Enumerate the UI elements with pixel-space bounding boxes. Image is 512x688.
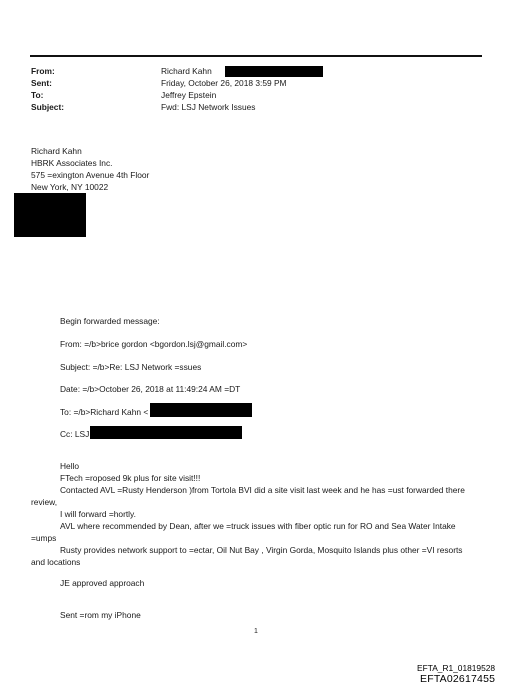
body-line: FTech =roposed 9k plus for site visit!!! [60, 473, 201, 483]
body-line: I will forward =hortly. [60, 509, 136, 519]
forwarded-date: Date: =/b>October 26, 2018 at 11:49:24 AM =DT [60, 384, 241, 394]
forwarded-intro: Begin forwarded message: [60, 316, 160, 326]
page-number: 1 [254, 628, 258, 635]
redaction-block [150, 403, 252, 417]
signature-name: Richard Kahn [31, 146, 82, 156]
body-line: and locations [31, 557, 81, 567]
subject-value: Fwd: LSJ Network Issues [161, 102, 256, 112]
body-line: Contacted AVL =Rusty Henderson )from Tortola BVI did a site visit last week and he has =ust forwarded there [60, 485, 465, 495]
footer-bates-number: EFTA02617455 [420, 673, 496, 685]
forwarded-from: From: =/b>brice gordon <bgordon.lsj@gmail.com> [60, 339, 248, 349]
to-label: To: [31, 90, 44, 100]
sent-label: Sent: [31, 78, 52, 88]
redaction-block [90, 426, 242, 439]
signature-address: 575 =exington Avenue 4th Floor [31, 170, 150, 180]
signature-city: New York, NY 10022 [31, 182, 109, 192]
body-line: Sent =rom my iPhone [60, 610, 141, 620]
body-line: Hello [60, 461, 80, 471]
subject-label: Subject: [31, 102, 65, 112]
forwarded-subject: Subject: =/b>Re: LSJ Network =ssues [60, 362, 202, 372]
body-line: Rusty provides network support to =ectar, Oil Nut Bay , Virgin Gorda, Mosquito Islands plus other =VI resorts [60, 545, 463, 555]
body-line: AVL where recommended by Dean, after we =truck issues with fiber optic run for RO and Sea Water Intake [60, 521, 456, 531]
header-rule [30, 55, 482, 57]
forwarded-cc: Cc: LSJ [60, 429, 90, 439]
forwarded-to: To: =/b>Richard Kahn < [60, 407, 149, 417]
from-value: Richard Kahn [161, 66, 212, 76]
body-line: =umps [31, 533, 57, 543]
signature-company: HBRK Associates Inc. [31, 158, 113, 168]
body-line: JE approved approach [60, 578, 145, 588]
redaction-block [14, 193, 86, 237]
body-line: review, [31, 497, 58, 507]
to-value: Jeffrey Epstein [161, 90, 217, 100]
from-label: From: [31, 66, 55, 76]
redaction-block [225, 66, 323, 77]
footer-reference: EFTA_R1_01819528 [417, 663, 496, 673]
sent-value: Friday, October 26, 2018 3:59 PM [161, 78, 287, 88]
